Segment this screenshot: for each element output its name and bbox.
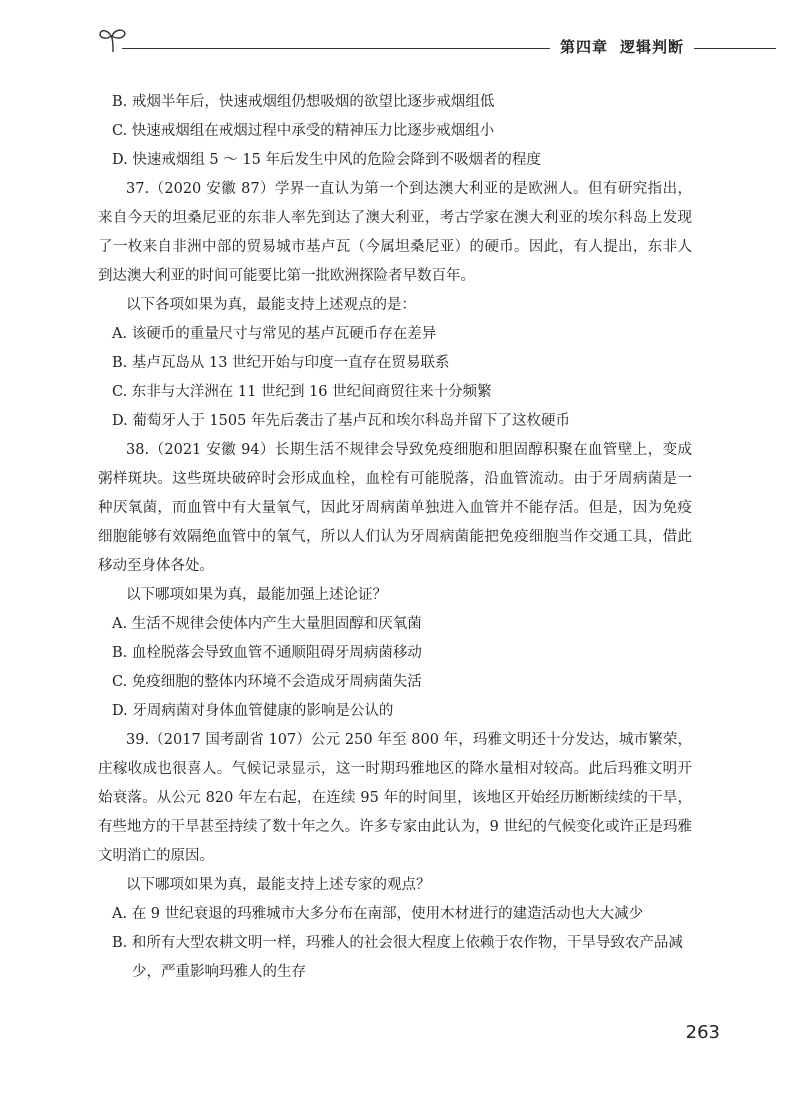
running-header [98,26,778,66]
question-prompt: 以下哪项如果为真，最能支持上述专家的观点？ [126,877,431,893]
question-stem: 38.（2021 安徽 94）长期生活不规律会导致免疫细胞和胆固醇积聚在血管壁上，变成粥样斑块。这些斑块破碎时会形成血栓，血栓有可能脱落，沿血管流动。由于牙周病菌是一种厌氧菌，而血管中有大量氧气，因此牙周病菌单独进入血管并不能存活。但是，因为免疫细胞能够有效隔绝血管中的氧气，所以人们认为牙周病菌能把免疫细胞当作交通工具，借此移动至身体各处。 [98,442,692,574]
option-d: D. 葡萄牙人于 1505 年先后袭击了基卢瓦和埃尔科岛并留下了这枚硬币 [112,413,570,429]
sprout-icon [98,26,128,54]
question-38 [98,436,692,726]
page-number: 263 [685,1022,720,1043]
question-stem: 39.（2017 国考副省 107）公元 250 年至 800 年，玛雅文明还十分发达，城市繁荣，庄稼收成也很喜人。气候记录显示，这一时期玛雅地区的降水量相对较高。此后玛雅文明开始衰落。从公元 820 年左右起，在连续 95 年的时间里，该地区开始经历断断续续的干旱，有些地方的干旱甚至持续了数十年之久。许多专家由此认为，9 世纪的气候变化或许正是玛雅文明消亡的原因。 [98,732,692,864]
option-c: C. 快速戒烟组在戒烟过程中承受的精神压力比逐步戒烟组小 [112,123,495,139]
option-b: B. 血栓脱落会导致血管不通顺阻碍牙周病菌移动 [112,645,422,661]
option-b: B. 戒烟半年后，快速戒烟组仍想吸烟的欲望比逐步戒烟组低 [112,94,495,110]
chapter-title [560,36,684,57]
option-c: C. 免疫细胞的整体内环境不会造成牙周病菌失活 [112,674,422,690]
question-39 [98,726,692,987]
option-a: A. 该硬币的重量尺寸与常见的基卢瓦硬币存在差异 [112,326,437,342]
option-b: B. 和所有大型农耕文明一样，玛雅人的社会很大程度上依赖于农作物，干旱导致农产品减少，严重影响玛雅人的生存 [112,935,683,980]
header-rule-left [122,48,550,49]
continued-options [98,88,692,175]
page-body [98,88,692,987]
option-d: D. 牙周病菌对身体血管健康的影响是公认的 [112,703,394,719]
question-stem: 37.（2020 安徽 87）学界一直认为第一个到达澳大利亚的是欧洲人。但有研究指出，来自今天的坦桑尼亚的东非人率先到达了澳大利亚，考古学家在澳大利亚的埃尔科岛上发现了一枚来自非洲中部的贸易城市基卢瓦（今属坦桑尼亚）的硬币。因此，有人提出，东非人到达澳大利亚的时间可能要比第一批欧洲探险者早数百年。 [98,181,692,284]
option-a: A. 生活不规律会使体内产生大量胆固醇和厌氧菌 [112,616,422,632]
option-c: C. 东非与大洋洲在 11 世纪到 16 世纪间商贸往来十分频繁 [112,384,492,400]
question-prompt: 以下哪项如果为真，最能加强上述论证？ [126,587,387,603]
option-d: D. 快速戒烟组 5 ～ 15 年后发生中风的危险会降到不吸烟者的程度 [112,152,541,168]
option-b: B. 基卢瓦岛从 13 世纪开始与印度一直存在贸易联系 [112,355,450,371]
chapter-number: 第四章 [560,38,609,56]
question-prompt: 以下各项如果为真，最能支持上述观点的是： [126,297,416,313]
option-a: A. 在 9 世纪衰退的玛雅城市大多分布在南部，使用木材进行的建造活动也大大减少 [112,906,644,922]
section-title: 逻辑判断 [620,38,685,56]
question-37 [98,175,692,436]
header-rule-right [694,48,776,49]
